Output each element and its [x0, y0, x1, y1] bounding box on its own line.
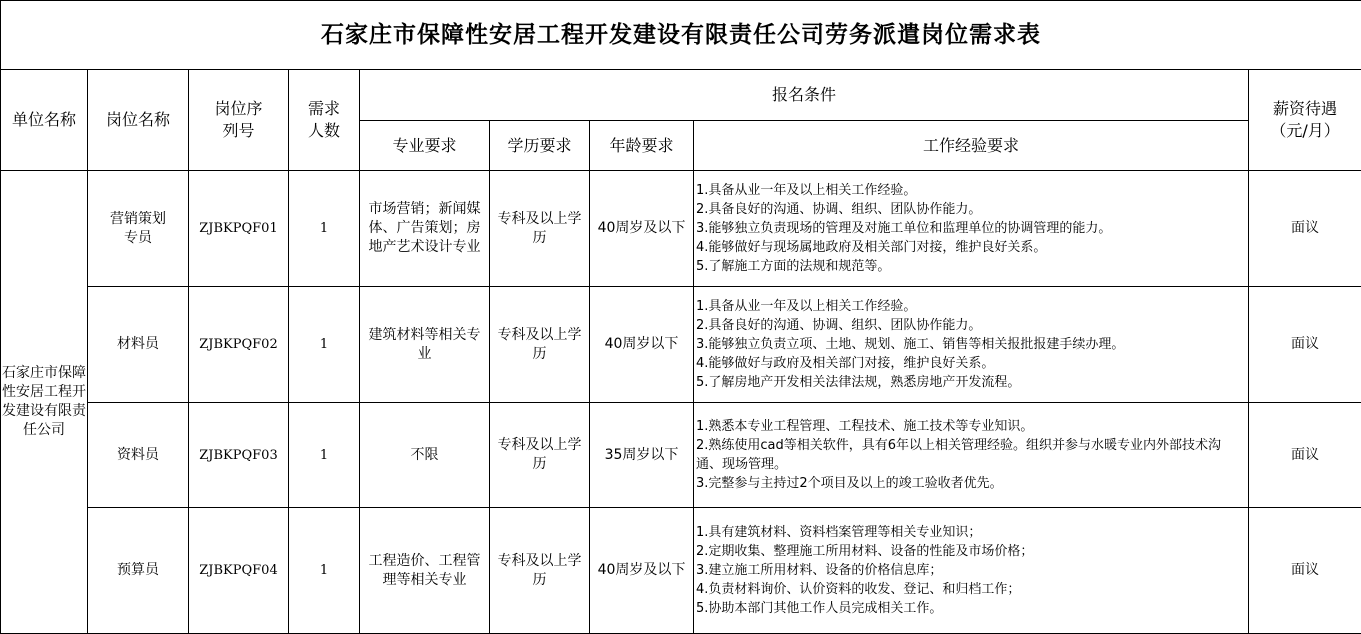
age-requirement: 35周岁以下 — [590, 403, 694, 508]
experience-item: 4.负责材料询价、认价资料的收发、登记、和归档工作； — [696, 580, 1246, 599]
header-salary: 薪资待遇（元/月） — [1249, 70, 1361, 171]
major-requirement: 不限 — [360, 403, 490, 508]
header-education: 学历要求 — [490, 121, 590, 171]
header-count: 需求人数 — [289, 70, 360, 171]
education-requirement: 专科及以上学历 — [490, 508, 590, 634]
age-requirement: 40周岁及以下 — [590, 508, 694, 634]
header-major: 专业要求 — [360, 121, 490, 171]
major-requirement: 市场营销；新闻媒体、广告策划；房地产艺术设计专业 — [360, 171, 490, 287]
experience-item: 2.定期收集、整理施工所用材料、设备的性能及市场价格； — [696, 542, 1246, 561]
table-title: 石家庄市保障性安居工程开发建设有限责任公司劳务派遣岗位需求表 — [1, 1, 1361, 70]
header-unit: 单位名称 — [1, 70, 88, 171]
header-conditions: 报名条件 — [360, 70, 1249, 121]
education-requirement: 专科及以上学历 — [490, 403, 590, 508]
position-serial: ZJBKPQF01 — [189, 171, 289, 287]
experience-requirement — [694, 287, 1249, 403]
experience-item: 5.协助本部门其他工作人员完成相关工作。 — [696, 599, 1246, 618]
table-row — [1, 403, 1361, 508]
header-experience: 工作经验要求 — [694, 121, 1249, 171]
major-requirement: 建筑材料等相关专业 — [360, 287, 490, 403]
position-count: 1 — [289, 171, 360, 287]
position-name: 营销策划专员 — [88, 171, 189, 287]
salary: 面议 — [1249, 287, 1361, 403]
age-requirement: 40周岁以下 — [590, 287, 694, 403]
experience-item: 2.熟练使用cad等相关软件，具有6年以上相关管理经验。组织并参与水暖专业内外部技术沟通、现场管理。 — [696, 436, 1246, 474]
experience-item: 3.能够独立负责立项、土地、规划、施工、销售等相关报批报建手续办理。 — [696, 335, 1246, 354]
position-count: 1 — [289, 403, 360, 508]
experience-item: 4.能够做好与现场属地政府及相关部门对接，维护良好关系。 — [696, 238, 1246, 257]
unit-name: 石家庄市保障性安居工程开发建设有限责任公司 — [1, 171, 88, 634]
experience-requirement — [694, 403, 1249, 508]
position-serial: ZJBKPQF03 — [189, 403, 289, 508]
experience-item: 1.具有建筑材料、资料档案管理等相关专业知识； — [696, 523, 1246, 542]
experience-item: 3.建立施工所用材料、设备的价格信息库； — [696, 561, 1246, 580]
experience-item: 5.了解施工方面的法规和规范等。 — [696, 257, 1246, 276]
header-age: 年龄要求 — [590, 121, 694, 171]
table-row — [1, 171, 1361, 287]
experience-item: 4.能够做好与政府及相关部门对接，维护良好关系。 — [696, 354, 1246, 373]
table-row — [1, 508, 1361, 634]
experience-item: 3.完整参与主持过2个项目及以上的竣工验收者优先。 — [696, 474, 1246, 493]
experience-item: 3.能够独立负责现场的管理及对施工单位和监理单位的协调管理的能力。 — [696, 219, 1246, 238]
experience-item: 1.具备从业一年及以上相关工作经验。 — [696, 181, 1246, 200]
position-count: 1 — [289, 287, 360, 403]
table-row — [1, 287, 1361, 403]
experience-item: 2.具备良好的沟通、协调、组织、团队协作能力。 — [696, 200, 1246, 219]
position-count: 1 — [289, 508, 360, 634]
position-serial: ZJBKPQF02 — [189, 287, 289, 403]
experience-item: 5.了解房地产开发相关法律法规，熟悉房地产开发流程。 — [696, 373, 1246, 392]
salary: 面议 — [1249, 171, 1361, 287]
experience-requirement — [694, 171, 1249, 287]
position-name: 预算员 — [88, 508, 189, 634]
education-requirement: 专科及以上学历 — [490, 287, 590, 403]
header-serial: 岗位序列号 — [189, 70, 289, 171]
position-name: 资料员 — [88, 403, 189, 508]
major-requirement: 工程造价、工程管理等相关专业 — [360, 508, 490, 634]
salary: 面议 — [1249, 403, 1361, 508]
age-requirement: 40周岁及以下 — [590, 171, 694, 287]
experience-item: 2.具备良好的沟通、协调、组织、团队协作能力。 — [696, 316, 1246, 335]
experience-item: 1.熟悉本专业工程管理、工程技术、施工技术等专业知识。 — [696, 417, 1246, 436]
salary: 面议 — [1249, 508, 1361, 634]
education-requirement: 专科及以上学历 — [490, 171, 590, 287]
experience-item: 1.具备从业一年及以上相关工作经验。 — [696, 297, 1246, 316]
experience-requirement — [694, 508, 1249, 634]
position-serial: ZJBKPQF04 — [189, 508, 289, 634]
header-position: 岗位名称 — [88, 70, 189, 171]
position-name: 材料员 — [88, 287, 189, 403]
